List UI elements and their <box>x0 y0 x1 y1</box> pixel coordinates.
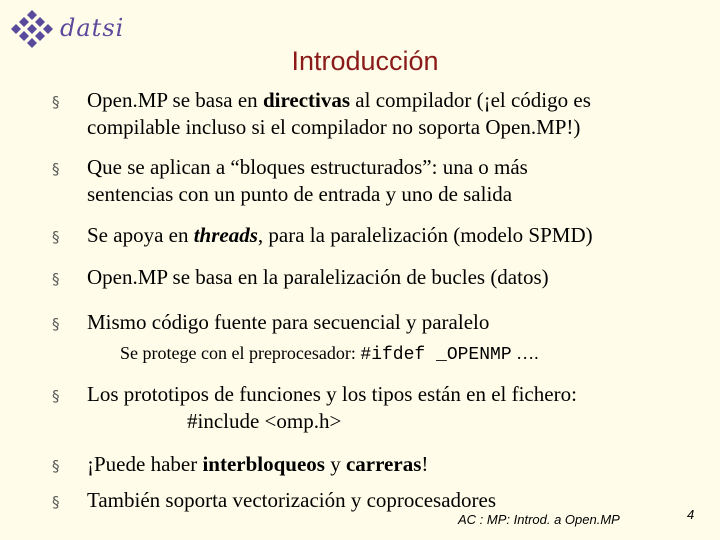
text: Open.MP se basa en <box>87 88 263 112</box>
slide-title: Introducción <box>291 46 439 76</box>
code-snippet: #ifdef _OPENMP <box>360 345 512 365</box>
bullet-item-prototipos: Los prototipos de funciones y los tipos están en el fichero: <box>87 382 577 406</box>
text: ¡Puede haber <box>87 452 203 476</box>
bullet-icon: § <box>52 493 60 511</box>
bullet-icon: § <box>52 387 60 405</box>
bullet-icon: § <box>52 270 60 288</box>
bullet-icon: § <box>52 160 60 178</box>
bullet-icon: § <box>52 228 60 246</box>
page-number: 4 <box>687 507 695 522</box>
include-line: #include <omp.h> <box>187 409 342 433</box>
bullet-item-bloques <box>87 154 697 208</box>
diamond-pattern-icon <box>10 8 56 50</box>
emphasis: carreras <box>345 452 422 476</box>
text: ! <box>421 452 429 476</box>
bullet-icon: § <box>52 457 60 475</box>
text: …. <box>511 343 539 363</box>
bullet-icon: § <box>52 315 60 333</box>
emphasis: threads <box>193 223 258 247</box>
text: al compilador (¡el código es <box>350 88 591 112</box>
text: , para la paralelización (modelo SPMD) <box>257 223 593 247</box>
emphasis: directivas <box>262 88 351 112</box>
text: Se protege con el preprocesador: <box>120 343 361 363</box>
bullet-item-codigo-fuente: Mismo código fuente para secuencial y paralelo <box>87 310 490 334</box>
bullet-item-vectorizacion: También soporta vectorización y coprocesadores <box>87 488 497 512</box>
bullet-item-bucles: Open.MP se basa en la paralelización de bucles (datos) <box>87 265 549 289</box>
bullet-item-interbloqueos <box>87 451 697 478</box>
sub-item-preprocesador <box>120 341 539 367</box>
emphasis: interbloqueos <box>202 452 325 476</box>
footer-text: AC : MP: Introd. a Open.MP <box>458 512 620 527</box>
text: compilable incluso si el compilador no soporta Open.MP!) <box>87 115 581 139</box>
bullet-icon: § <box>52 93 60 111</box>
text: y <box>324 452 346 476</box>
bullet-item-threads <box>87 222 697 249</box>
text: Que se aplican a “bloques estructurados”: una o más <box>87 155 528 179</box>
text: Se apoya en <box>87 223 194 247</box>
logo-text: datsi <box>60 14 125 42</box>
text: sentencias con un punto de entrada y uno de salida <box>87 182 513 206</box>
bullet-item-directivas <box>87 87 697 141</box>
datsi-logo <box>10 8 125 50</box>
